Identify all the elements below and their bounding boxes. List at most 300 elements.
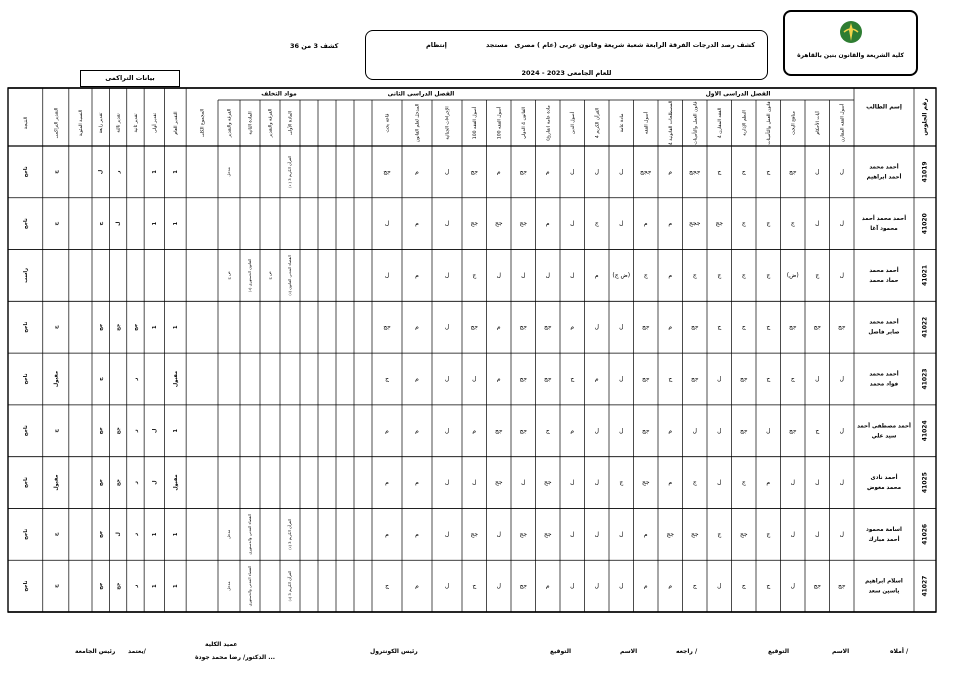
grade-first-16: ج: [472, 271, 477, 279]
summary-2: مقبول: [172, 474, 179, 491]
student-name: أحمد محمد: [869, 164, 899, 171]
grade-first-4: ج: [766, 220, 771, 228]
summary-9: ناجح: [22, 166, 29, 178]
summary-6: جج: [98, 530, 105, 538]
summary-2: 1: [172, 221, 179, 226]
grade-first-10: ل: [619, 323, 624, 331]
grade-first-8: م: [668, 168, 673, 176]
seat-number: 41021: [921, 265, 929, 286]
grade-first-10: ل: [619, 427, 624, 435]
grade-first-6: ج: [717, 271, 722, 279]
grade-first-7: جج: [690, 323, 699, 331]
grade-second-2: م: [415, 375, 419, 383]
grade-first-6: ل: [717, 375, 722, 383]
grade-first-2: ل: [815, 375, 820, 383]
summary-3: 1: [151, 221, 158, 226]
grade-first-8: م: [668, 220, 673, 228]
summary-2: 1: [172, 429, 179, 433]
header-carried-3: المادة الثانية: [248, 111, 254, 135]
header-first-8: المصطلحات القانونية 4: [668, 100, 674, 146]
grade-first-15: جج: [494, 220, 503, 228]
grade-first-16: ج: [472, 582, 477, 590]
grade-first-9: جج: [641, 375, 650, 383]
summary-2: 1: [172, 584, 179, 588]
grade-first-14: جج: [519, 530, 528, 538]
summary-8: ج: [53, 170, 60, 174]
grade-first-9: م: [643, 220, 648, 228]
grade-first-11: ج: [594, 220, 599, 228]
sheet-title: كشف رصد الدرجات الفرقة الرابعة شعبة شريعة وقانون عربى (عام ) مصرى: [514, 41, 755, 49]
header-summary-7: النسبة المئوية: [78, 109, 84, 137]
grade-second-3: ج: [385, 582, 389, 590]
student-name: حماد محمد: [869, 277, 899, 284]
grade-first-13: ل: [545, 271, 550, 279]
header-first-10: مادة عامة: [619, 113, 625, 133]
grade-first-5: جج: [739, 427, 748, 435]
grade-first-4: ج: [766, 323, 771, 331]
grade-first-11: ل: [594, 427, 599, 435]
grade-second-2: م: [415, 582, 419, 590]
grade-second-3: م: [385, 427, 389, 435]
grade-first-6: ج: [717, 168, 722, 176]
grade-first-2: ج: [815, 271, 820, 279]
carried-subject-1: القضاء المدنى القانون (د): [287, 255, 292, 296]
student-name: أحمد نادى: [870, 475, 898, 482]
grade-first-16: جج: [470, 220, 479, 228]
grade-first-5: ج: [741, 479, 746, 487]
grade-second-1: ل: [444, 530, 450, 538]
grade-first-16: جج: [470, 530, 479, 538]
summary-5: جج: [115, 478, 122, 487]
grade-first-1: جج: [837, 323, 846, 331]
grade-first-16: ل: [472, 375, 477, 383]
header-summary-5: تقدير ثالثة: [116, 113, 122, 133]
header-carried-4: الفرقة والتقدير: [227, 108, 233, 138]
grade-first-13: م: [545, 220, 550, 228]
grade-first-6: ل: [717, 479, 722, 487]
grade-first-15: م: [496, 168, 501, 176]
grade-first-3: ل: [790, 479, 795, 487]
grade-second-3: م: [385, 530, 389, 538]
grade-first-7: ججج: [689, 168, 701, 176]
grade-first-14: ل: [521, 479, 526, 487]
grade-first-1: ل: [839, 271, 844, 279]
grade-second-2: م: [415, 530, 419, 538]
student-name: فواد محمد: [869, 381, 899, 388]
grade-first-9: جج: [641, 427, 650, 435]
grade-first-6: ل: [717, 582, 722, 590]
grade-first-3: جج: [788, 323, 797, 331]
grade-first-5: ج: [741, 220, 746, 228]
carried-subject-1: القرآن الكريم 3 (د): [287, 570, 292, 602]
grade-second-3: ل: [384, 220, 390, 228]
grade-first-7: ج: [692, 582, 697, 590]
group-first-term: الفصل الدراسى الاول: [705, 90, 771, 98]
grade-first-12: ج: [570, 375, 575, 383]
header-first-4: قانون العمل والتأمينات: [766, 101, 772, 145]
student-name: صابر فاضل: [868, 329, 900, 336]
summary-9: ناجح: [22, 528, 29, 540]
control-head-label: رئيس الكونترول: [370, 648, 418, 655]
summary-4: ر: [132, 481, 139, 485]
grade-first-12: ل: [570, 479, 575, 487]
grade-first-9: م: [643, 530, 648, 538]
grade-first-5: جج: [739, 530, 748, 538]
grade-first-14: جج: [519, 375, 528, 383]
summary-4: ر: [132, 429, 139, 433]
status-regular: إنتظام: [426, 41, 447, 49]
grade-second-3: ل: [384, 271, 390, 279]
grade-first-2: ج: [815, 427, 820, 435]
header-summary-2: التقدير العام: [173, 111, 179, 135]
grade-first-5: ج: [741, 582, 746, 590]
grade-first-6: جج: [715, 220, 724, 228]
grade-first-11: ل: [594, 530, 599, 538]
grade-first-1: ل: [839, 530, 844, 538]
summary-9: ناجح: [22, 373, 29, 385]
grade-first-1: ل: [839, 479, 844, 487]
grade-first-14: جج: [519, 168, 528, 176]
grade-second-1: ل: [444, 582, 450, 590]
grade-first-12: ل: [570, 530, 575, 538]
name-label-1: الاسم: [832, 648, 850, 655]
grade-first-15: جج: [494, 479, 503, 487]
summary-8: مقبول: [53, 474, 60, 491]
summary-4: ر: [132, 377, 139, 381]
header-first-5: النظم الإدارية: [742, 110, 748, 136]
grade-first-10: ج: [619, 479, 624, 487]
president-label: رئيس الجامعة: [75, 648, 116, 655]
student-name: أحمد محمد أحمد: [861, 216, 907, 223]
grade-first-6: ج: [717, 323, 722, 331]
seat-number: 41019: [921, 161, 929, 183]
grade-second-2: م: [415, 427, 419, 435]
grade-first-4: م: [766, 479, 771, 487]
grade-first-13: جج: [543, 479, 552, 487]
grade-first-7: ل: [692, 427, 697, 435]
grade-first-15: م: [496, 323, 501, 331]
student-name: محمود آغا: [870, 226, 898, 233]
grade-first-11: ل: [594, 323, 599, 331]
grade-first-11: ل: [594, 582, 599, 590]
grade-first-14: جج: [519, 427, 528, 435]
cumulative-label: بيانات التراكمى: [80, 70, 180, 87]
reviewed-label: راجعه /: [676, 648, 698, 655]
grade-first-2: ل: [815, 168, 820, 176]
grade-first-8: م: [668, 479, 673, 487]
grade-first-10: ل: [619, 220, 624, 228]
grade-first-1: ل: [839, 168, 844, 176]
grade-first-11: ل: [594, 479, 599, 487]
header-first-16: أصول الفقه 100: [472, 106, 478, 140]
grade-first-3: ل: [790, 582, 795, 590]
grade-first-10: ل: [619, 530, 624, 538]
carried-subject-4: مدخل: [226, 529, 231, 539]
summary-6: جج: [98, 478, 105, 487]
grade-first-13: م: [545, 582, 550, 590]
grade-first-1: جج: [837, 582, 846, 590]
student-name: سيد علي: [871, 433, 897, 440]
college-name: كلية الشريعة والقانون بنين بالقاهرة: [797, 52, 904, 59]
summary-2: 1: [172, 532, 179, 537]
carried-subject-3: القضاء المدنى والدستورى: [247, 514, 252, 555]
grade-first-4: ج: [766, 168, 771, 176]
grade-second-1: ل: [444, 323, 450, 331]
summary-6: جج: [98, 427, 105, 435]
grade-first-4: ل: [766, 427, 771, 435]
summary-4: جج: [132, 323, 139, 331]
grade-first-9: م: [643, 582, 648, 590]
header-summary-3: تقدير أولى: [152, 112, 158, 134]
student-name: اسامة محمود: [866, 526, 902, 533]
seat-number: 41020: [921, 213, 929, 235]
summary-3: ل: [151, 428, 158, 433]
summary-2: مقبول: [172, 370, 179, 388]
header-summary-9: النتيجة: [23, 116, 29, 130]
carried-subject-4: مدخل: [226, 581, 231, 591]
summary-2: 1: [172, 170, 179, 174]
summary-6: ج: [98, 377, 105, 381]
summary-5: ل: [115, 221, 122, 226]
grade-second-3: جج: [383, 323, 391, 331]
grade-first-8: م: [668, 323, 673, 331]
student-name: أحمد ابراهيم: [866, 174, 902, 181]
group-second-term: الفصل الدراسى الثانى: [387, 90, 455, 98]
summary-9: راسب: [22, 268, 29, 283]
grade-first-8: ج: [668, 375, 673, 383]
grade-second-1: ل: [444, 168, 450, 176]
grade-first-3: ل: [790, 530, 795, 538]
header-second-1: الإجراءات الجنائية: [445, 106, 451, 140]
group-carried: مواد التخلف: [261, 90, 297, 98]
grade-first-2: ل: [815, 479, 820, 487]
grade-first-3: جج: [788, 168, 797, 176]
header-second-3: قاعة بحث: [385, 113, 391, 133]
grade-second-1: ل: [444, 479, 450, 487]
grade-first-4: ج: [766, 530, 771, 538]
summary-6: جج: [98, 582, 105, 590]
grade-first-9: ججج: [640, 168, 652, 176]
grade-first-2: ل: [815, 530, 820, 538]
header-first-12: أصول الدين: [570, 111, 576, 135]
grade-first-2: ل: [815, 220, 820, 228]
grade-first-10: ل: [619, 168, 624, 176]
summary-3: 1: [151, 532, 158, 537]
summary-2: 1: [172, 325, 179, 329]
header-first-14: القانون 4 الدولي: [521, 107, 527, 139]
header-first-6: الفقه المقارن 4: [717, 107, 723, 139]
grade-first-7: ج: [692, 479, 697, 487]
summary-9: ناجح: [22, 425, 29, 437]
summary-5: جج: [115, 323, 122, 331]
header-first-1: أصول الفقه المقارن: [840, 103, 846, 143]
grade-first-12: ل: [570, 168, 575, 176]
summary-4: ر: [132, 532, 139, 536]
grade-second-1: ل: [444, 220, 450, 228]
grade-first-14: جج: [519, 220, 528, 228]
summary-6: جج: [98, 323, 105, 331]
grade-second-3: جج: [383, 168, 391, 176]
grade-first-15: ل: [496, 271, 501, 279]
summary-3: 1: [151, 584, 158, 588]
grade-first-10: (ض ج): [612, 271, 631, 279]
summary-6: ج: [98, 221, 105, 226]
grade-first-5: ج: [741, 168, 746, 176]
header-summary-6: تقدير رابعة: [99, 112, 105, 134]
signature-label-2: التوقيع: [550, 648, 571, 655]
header-first-13: مادة عامة (تفاريخ): [546, 105, 552, 141]
summary-4: ر: [132, 584, 139, 588]
grade-first-16: جج: [470, 323, 479, 331]
grade-first-8: م: [668, 271, 673, 279]
sheet-number: كشف 3 من 36: [290, 42, 339, 50]
header-name: إسم الطالب: [866, 103, 902, 111]
summary-8: مقبول: [53, 370, 60, 388]
header-first-9: أصول الفقه: [644, 111, 650, 135]
header-summary-1: المجموع الكلى: [200, 108, 206, 138]
grade-first-1: ل: [839, 375, 844, 383]
grade-first-12: ل: [570, 271, 575, 279]
grade-first-9: ج: [643, 271, 648, 279]
student-name: أحمد مبارك: [868, 536, 900, 543]
summary-5: جج: [115, 427, 122, 435]
grade-first-1: ل: [839, 220, 844, 228]
grade-first-16: م: [472, 427, 477, 435]
header-carried-2: الفرقة والتقدير: [268, 108, 274, 138]
grade-first-11: م: [594, 271, 599, 279]
grade-first-13: جج: [543, 323, 552, 331]
grade-second-2: م: [415, 220, 419, 228]
student-name: أحمد محمد: [869, 267, 899, 274]
grade-first-5: ج: [741, 271, 746, 279]
carried-subject-3: القانون الدستورى (د): [247, 258, 252, 293]
header-first-7: قانون العمل والتأمينات: [693, 101, 699, 145]
grade-first-13: جج: [543, 530, 552, 538]
grade-first-12: م: [570, 427, 575, 435]
grade-first-2: جج: [813, 582, 822, 590]
grade-first-5: ج: [741, 323, 746, 331]
header-seat: رقم الجلوس: [921, 98, 929, 136]
grade-first-16: جج: [470, 168, 479, 176]
carried-subject-2: ض ج: [267, 271, 272, 280]
header-second-2: المدخل لعلم القانون: [415, 103, 421, 143]
grade-first-3: ج: [790, 375, 795, 383]
academic-year: للعام الجامعى 2023 - 2024: [521, 69, 612, 77]
grade-first-15: ل: [496, 530, 501, 538]
grade-first-1: ل: [839, 427, 844, 435]
grade-first-9: جج: [641, 323, 650, 331]
header-first-11: القرآن الكريم 4: [595, 107, 601, 139]
header-carried-1: المادة الأولى: [288, 111, 294, 135]
grade-first-2: جج: [813, 323, 822, 331]
student-name: أحمد محمد: [869, 371, 899, 378]
summary-5: ر: [115, 170, 122, 174]
grade-first-15: ل: [496, 582, 501, 590]
grade-second-1: ل: [444, 375, 450, 383]
grade-first-4: ج: [766, 375, 771, 383]
seat-number: 41022: [921, 316, 929, 338]
grade-first-12: ل: [570, 582, 575, 590]
grade-first-16: ل: [472, 479, 477, 487]
header-first-3: مناهج البحث: [791, 111, 797, 135]
grade-first-10: ل: [619, 375, 624, 383]
summary-9: ناجح: [22, 580, 29, 592]
grade-first-14: ل: [521, 271, 526, 279]
grade-first-7: جج: [690, 375, 699, 383]
grade-first-14: جج: [519, 582, 528, 590]
grade-first-8: م: [668, 427, 673, 435]
seat-number: 41026: [921, 523, 929, 545]
summary-3: 1: [151, 325, 158, 329]
summary-9: ناجح: [22, 477, 29, 489]
grade-first-7: ججج: [689, 220, 701, 228]
grade-first-12: م: [570, 323, 575, 331]
grade-second-2: م: [415, 479, 419, 487]
grade-first-6: ج: [717, 530, 722, 538]
grade-first-3: ج: [790, 220, 795, 228]
summary-9: ناجح: [22, 321, 29, 333]
summary-6: ل: [98, 169, 105, 175]
grade-first-6: ل: [717, 427, 722, 435]
carried-subject-4: مدخل: [226, 167, 231, 177]
grade-first-13: ج: [545, 427, 550, 435]
grade-first-3: (ض): [786, 271, 799, 279]
dean-name: الدكتور/ رضا محمد جودة ...: [195, 654, 276, 661]
header-first-15: أصول الفقه 100: [497, 106, 503, 140]
grade-first-10: ل: [619, 582, 624, 590]
student-name: أحمد محمد: [869, 319, 899, 326]
carried-subject-1: القرآن الكريم 3 (د): [287, 518, 292, 550]
summary-8: ج: [53, 532, 60, 537]
grade-first-8: جج: [666, 530, 675, 538]
grade-second-1: ل: [444, 427, 450, 435]
grade-first-11: ل: [594, 168, 599, 176]
grade-first-7: جج: [690, 530, 699, 538]
grade-first-14: جج: [519, 323, 528, 331]
seat-number: 41027: [921, 575, 929, 597]
summary-8: ج: [53, 428, 60, 433]
summary-3: ل: [151, 480, 158, 485]
dictated-label: أملاه /: [890, 648, 909, 655]
grade-second-2: م: [415, 271, 419, 279]
carried-subject-4: ض ج: [226, 271, 231, 280]
header-first-2: آيات الأحكام: [815, 111, 821, 135]
grade-first-15: م: [496, 375, 501, 383]
summary-8: ج: [53, 221, 60, 226]
summary-8: ج: [53, 325, 60, 330]
header-summary-8: التقدير التراكمى: [54, 107, 60, 139]
grade-first-5: جج: [739, 375, 748, 383]
summary-9: ناجح: [22, 218, 29, 230]
grade-first-8: م: [668, 582, 673, 590]
student-name: اسلام ابراهيم: [865, 578, 903, 585]
seat-number: 41024: [921, 420, 929, 442]
grade-second-2: م: [415, 168, 419, 176]
name-label-2: الاسم: [620, 648, 638, 655]
student-name: ياسين سعد: [868, 588, 900, 595]
grade-first-13: جج: [543, 375, 552, 383]
grade-second-3: م: [385, 479, 389, 487]
carried-subject-1: القرآن الكريم 3 ( د): [287, 155, 292, 188]
dean-title: عميد الكلية: [205, 641, 238, 648]
grade-first-3: جج: [788, 427, 797, 435]
grade-second-1: ل: [444, 271, 450, 279]
status-new: مستجد: [486, 41, 508, 49]
seat-number: 41023: [921, 368, 929, 390]
grade-second-2: م: [415, 323, 419, 331]
grade-first-4: ج: [766, 582, 771, 590]
grade-first-9: جج: [641, 479, 650, 487]
